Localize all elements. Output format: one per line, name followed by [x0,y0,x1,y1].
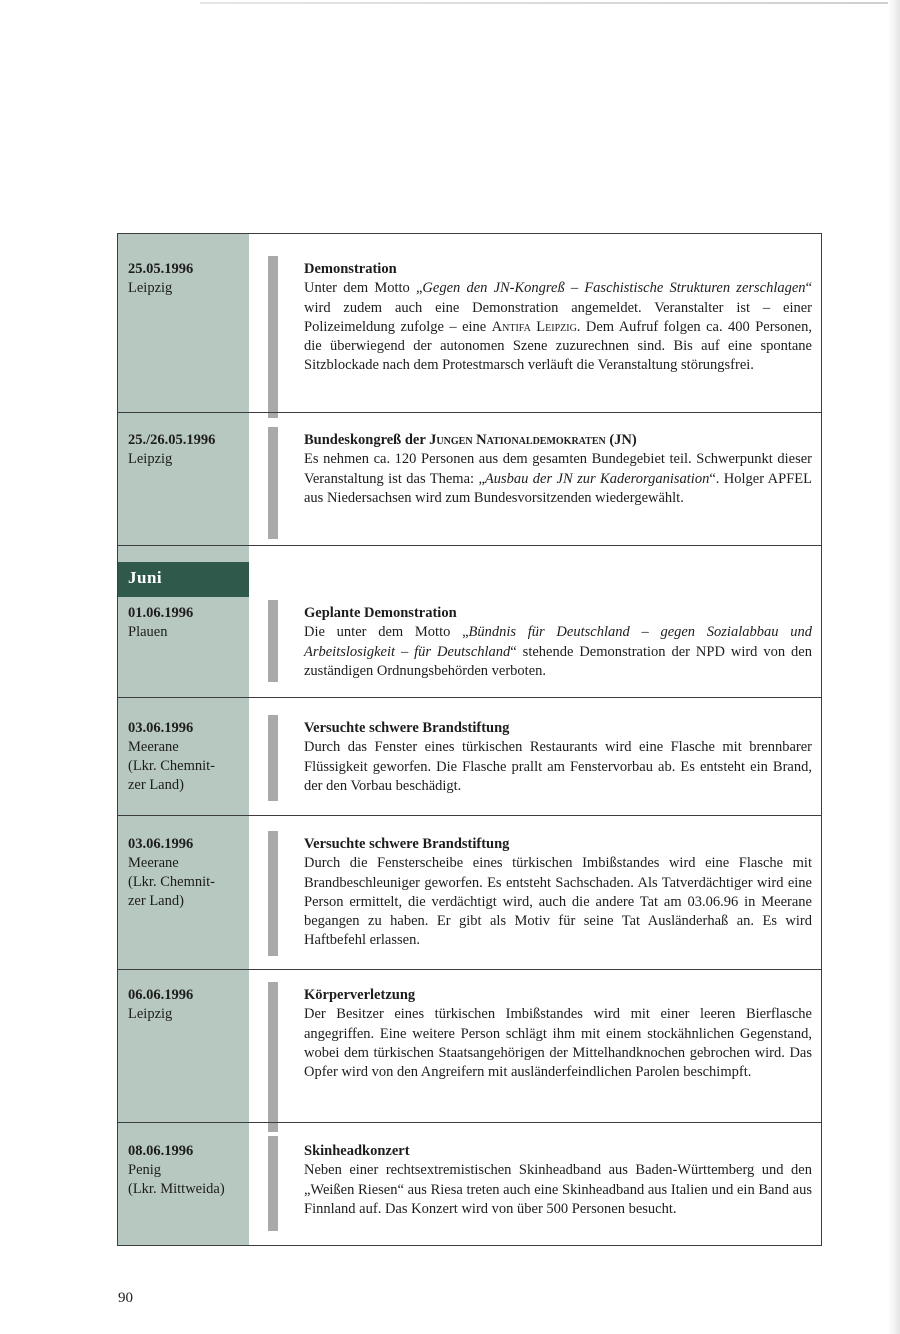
entry-date: 06.06.1996 [128,987,194,1003]
entry-place-district: zer Land) [128,893,184,909]
entry-divider [118,969,821,970]
entry-place: Leipzig [128,280,173,296]
entry-text-part: “. Holger APFEL aus Niedersachsen wird zum Bundesvorsitzenden wiedergewählt. [304,470,812,506]
scan-page-edge [888,0,900,1334]
entry-text-part: “ wird zudem auch eine Demonstration angemeldet. Veranstalter ist – einer Polizeimeldung zufolge – eine [304,280,812,335]
page-number: 90 [118,1290,133,1306]
entry-text [304,719,812,796]
entry-title [304,431,812,450]
entry-text [304,986,812,1082]
entry-motto: Bündnis für Deutschland – gegen Sozialabbau und Arbeitslosigkeit – für Deutschland [304,624,812,660]
month-label: Juni [128,568,163,587]
entry-text-part: Neben einer rechtsextremistischen Skinheadband aus Baden-Württemberg und den „Weißen Riesen“ aus Riesa treten auch eine Skinheadband aus Italien und ein Band aus Finnland auf. Das Konzert wird von über 500 Personen besucht. [304,1162,812,1217]
entry-title-part: Bundeskongreß der [304,432,430,448]
entry-text-part: “ stehende Demonstration der NPD wird von den zuständigen Ordnungsbehörden verboten. [304,643,812,679]
entry-motto: Ausbau der JN zur Kaderorganisation [484,470,710,487]
entry-place-district: (Lkr. Chemnit- [128,758,215,774]
entry-divider [118,545,821,546]
entry-title: Versuchte schwere Brandstiftung [304,720,510,736]
entry-date: 03.06.1996 [128,720,194,736]
entry-marker-bar [268,982,278,1132]
entry-text-part: Durch das Fenster eines türkischen Restaurants wird eine Flasche mit brennbarer Flüssigkeit geworfen. Die Flasche prallt am Fenstervorbau ab. Es entsteht ein Brand, der den Vorbau beschädigt. [304,739,812,794]
entry-text-part: Durch die Fensterscheibe eines türkischen Imbißstandes wird eine Flasche mit Brandbeschleuniger geworfen. Es entsteht Sachschaden. Als Tatverdächtiger wird eine Person ermittelt, die verdächtigt wird, auch die andere Tat am 03.06.96 in Meerane begangen zu haben. Er gibt als Motiv für seine Tat Ausländerhaß an. Es wird Haftbefehl erlassen. [304,855,812,949]
entry-place-district: (Lkr. Mittweida) [128,1181,225,1197]
entry-date-cell [128,431,246,469]
entry-divider [118,412,821,413]
entry-text-part: Die unter dem Motto „ [304,624,469,641]
entry-marker-bar [268,715,278,801]
entry-date-cell [128,719,246,795]
entry-marker-bar [268,256,278,418]
entry-text [304,1142,812,1219]
entry-title-organisation: Jungen Nationaldemokraten [429,432,606,448]
entry-text [304,604,812,681]
entry-place: Leipzig [128,1006,173,1022]
entry-title-part: (JN) [605,432,637,448]
entry-title: Geplante Demonstration [304,605,457,621]
entry-organisation: Antifa Leipzig [491,318,577,335]
entry-divider [118,697,821,698]
entry-text-part: Es nehmen ca. 120 Personen aus dem gesamten Bundegebiet teil. Schwerpunkt dieser Veranstaltung ist das Thema: „ [304,451,812,487]
entry-marker-bar [268,831,278,956]
entry-date-cell [128,835,246,911]
scan-top-rule [200,2,900,4]
entry-place: Plauen [128,624,168,640]
entry-date: 25.05.1996 [128,261,194,277]
entry-place-district: zer Land) [128,777,184,793]
entry-text-part: Unter dem Motto „ [304,280,423,297]
entry-title: Versuchte schwere Brandstiftung [304,836,510,852]
entry-title: Demonstration [304,261,397,277]
entry-date-cell [128,604,246,642]
entry-date: 25./26.05.1996 [128,432,216,448]
entry-divider [118,815,821,816]
entry-place-district: (Lkr. Chemnit- [128,874,215,890]
entry-date-cell [128,986,246,1024]
entry-date-cell [128,1142,246,1199]
entry-text-part: . Dem Aufruf folgen ca. 400 Personen, die überwiegend der autonomen Szene zuzurechnen sind. Bis auf eine spontane Sitzblockade nach dem Protestmarsch verläuft die Veranstaltung störungsfrei. [304,318,812,374]
entry-date: 08.06.1996 [128,1143,194,1159]
entry-marker-bar [268,600,278,682]
entry-marker-bar [268,427,278,539]
chronicle-table [117,233,822,1246]
entry-text-part: Der Besitzer eines türkischen Imbißstandes wird mit einer leeren Bierflasche angegriffen. Eine weitere Person schlägt ihm mit einem stockähnlichen Gegenstand, wobei dem türkischen Staatsangehörigen der Mittelhandknochen gebrochen wird. Das Opfer wird von den Angreifern mit ausländerfeindlichen Parolen beschimpft. [304,1006,812,1081]
entry-text [304,431,812,508]
month-band [118,562,249,597]
entry-place: Meerane [128,739,179,755]
entry-text [304,260,812,376]
entry-divider [118,1122,821,1123]
entry-place: Leipzig [128,451,173,467]
entry-title: Skinheadkonzert [304,1143,410,1159]
entry-text [304,835,812,951]
entry-date-cell [128,260,246,298]
entry-title: Körperverletzung [304,987,416,1003]
entry-date: 01.06.1996 [128,605,194,621]
entry-place: Penig [128,1162,162,1178]
entry-marker-bar [268,1136,278,1231]
entry-motto: Gegen den JN-Kongreß – Faschistische Strukturen zerschlagen [422,280,806,297]
entry-date: 03.06.1996 [128,836,194,852]
entry-place: Meerane [128,855,179,871]
